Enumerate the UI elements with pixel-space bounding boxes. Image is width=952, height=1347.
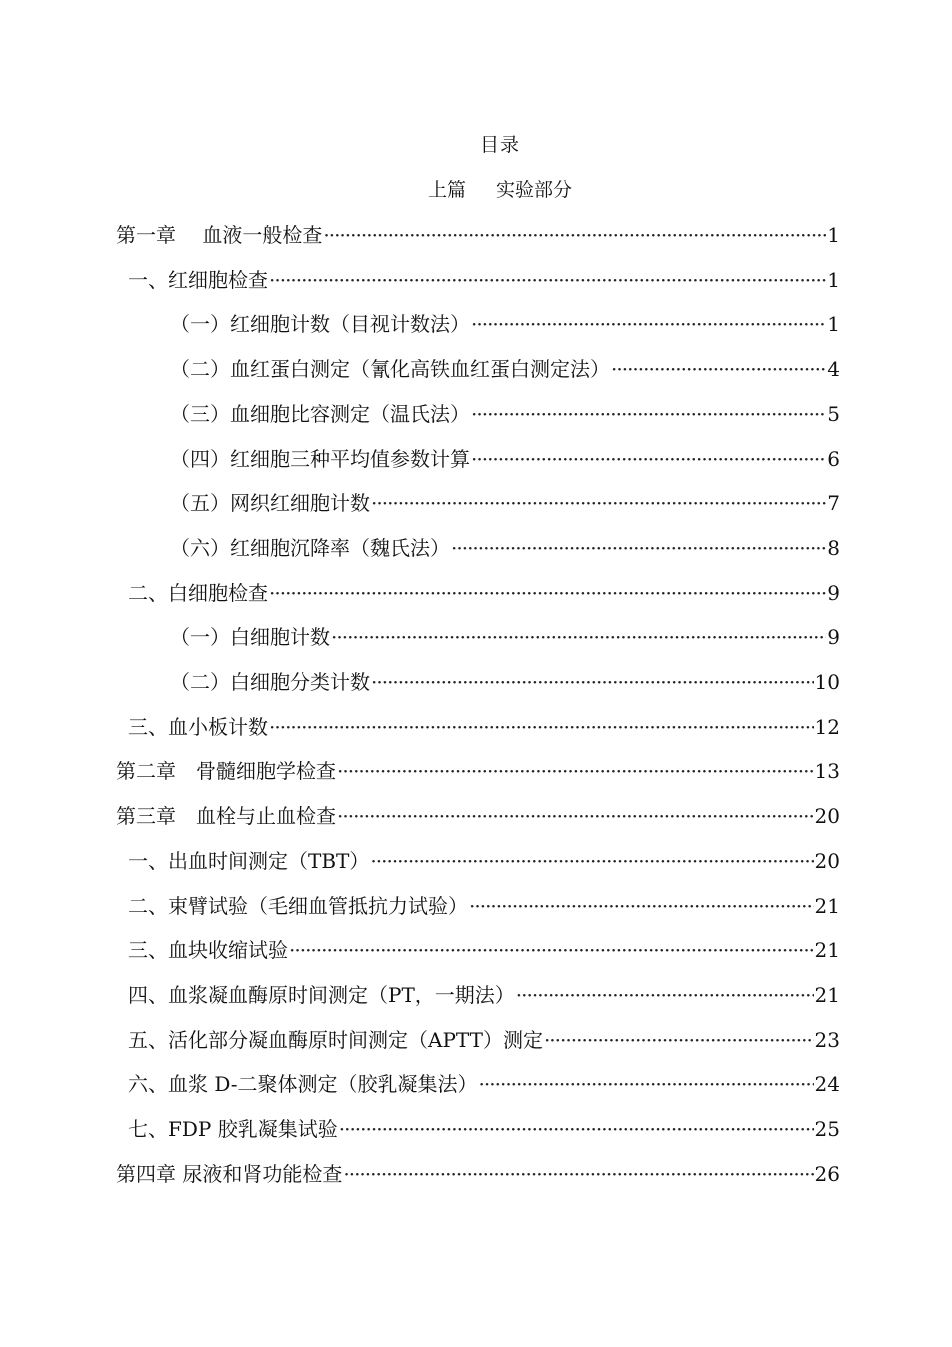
toc-entry-label: （一）红细胞计数（目视计数法） xyxy=(170,312,470,336)
toc-entry[interactable] xyxy=(128,1069,840,1099)
part-heading xyxy=(0,175,952,202)
toc-entry-page: 13 xyxy=(814,759,840,783)
toc-leader-dots xyxy=(544,1025,814,1055)
toc-entry-label: （二）血红蛋白测定（氰化高铁血红蛋白测定法） xyxy=(170,357,610,381)
toc-entry-page: 12 xyxy=(814,715,840,739)
toc-entry-label: 七、FDP 胶乳凝集试验 xyxy=(128,1117,338,1141)
toc-entry[interactable] xyxy=(128,712,840,742)
toc-leader-dots xyxy=(337,801,814,831)
toc-entry[interactable] xyxy=(170,444,840,474)
toc-entry-label: （四）红细胞三种平均值参数计算 xyxy=(170,447,470,471)
toc-entry-page: 6 xyxy=(827,447,840,471)
toc-entry[interactable] xyxy=(116,756,840,786)
toc-leader-dots xyxy=(469,891,814,921)
toc-leader-dots xyxy=(611,354,826,384)
toc-entry[interactable] xyxy=(128,980,840,1010)
toc-entry-label: 五、活化部分凝血酶原时间测定（APTT）测定 xyxy=(128,1028,543,1052)
toc-leader-dots xyxy=(269,578,826,608)
toc-entry-label: 第四章 尿液和肾功能检查 xyxy=(116,1162,343,1186)
toc-entry-page: 23 xyxy=(814,1028,840,1052)
toc-entry[interactable] xyxy=(170,488,840,518)
toc-entry-label: 第二章 骨髓细胞学检查 xyxy=(116,759,336,783)
toc-entry-page: 10 xyxy=(814,670,840,694)
part-label: 上篇 xyxy=(427,179,466,201)
toc-leader-dots xyxy=(371,488,826,518)
toc-entry-page: 1 xyxy=(827,223,840,247)
toc-entry[interactable] xyxy=(170,667,840,697)
toc-leader-dots xyxy=(323,220,826,250)
toc-leader-dots xyxy=(451,533,826,563)
toc-leader-dots xyxy=(471,444,826,474)
toc-entry-label: （六）红细胞沉降率（魏氏法） xyxy=(170,536,450,560)
toc-entry[interactable] xyxy=(170,309,840,339)
toc-leader-dots xyxy=(479,1069,814,1099)
toc-entry-label: 第一章 血液一般检查 xyxy=(116,223,323,247)
toc-leader-dots xyxy=(371,667,814,697)
toc-entry-label: 六、血浆 D-二聚体测定（胶乳凝集法） xyxy=(128,1072,478,1096)
toc-entry-page: 4 xyxy=(827,357,840,381)
toc-entry-page: 1 xyxy=(827,268,840,292)
toc-leader-dots xyxy=(269,265,826,295)
toc-leader-dots xyxy=(516,980,814,1010)
toc-entry-label: 二、束臂试验（毛细血管抵抗力试验） xyxy=(128,894,468,918)
toc-entry-page: 5 xyxy=(827,402,840,426)
toc-entry[interactable] xyxy=(170,533,840,563)
toc-entry[interactable] xyxy=(116,220,840,250)
toc-entry-label: （三）血细胞比容测定（温氏法） xyxy=(170,402,470,426)
toc-entry[interactable] xyxy=(128,891,840,921)
toc-entry-label: （五）网织红细胞计数 xyxy=(170,491,370,515)
toc-entry[interactable] xyxy=(128,578,840,608)
toc-leader-dots xyxy=(289,935,814,965)
toc-entry-page: 25 xyxy=(814,1117,840,1141)
toc-entry[interactable] xyxy=(170,622,840,652)
toc-entry-page: 21 xyxy=(814,983,840,1007)
toc-entry-page: 21 xyxy=(814,894,840,918)
toc-entry-page: 1 xyxy=(827,312,840,336)
toc-entry[interactable] xyxy=(116,1159,840,1189)
toc-leader-dots xyxy=(269,712,814,742)
toc-entry-label: 三、血块收缩试验 xyxy=(128,938,288,962)
toc-entry[interactable] xyxy=(128,1114,840,1144)
toc-leader-dots xyxy=(471,399,826,429)
toc-entry-label: 一、红细胞检查 xyxy=(128,268,268,292)
toc-entry-page: 7 xyxy=(827,491,840,515)
toc-entry[interactable] xyxy=(128,1025,840,1055)
toc-entry-page: 24 xyxy=(814,1072,840,1096)
toc-leader-dots xyxy=(343,1159,813,1189)
toc-entry-page: 9 xyxy=(827,625,840,649)
toc-entry[interactable] xyxy=(128,846,840,876)
toc-entry[interactable] xyxy=(128,935,840,965)
toc-entry-page: 26 xyxy=(814,1162,840,1186)
toc-leader-dots xyxy=(370,846,813,876)
toc-leader-dots xyxy=(471,309,826,339)
toc-entry-label: 一、出血时间测定（TBT） xyxy=(128,849,370,873)
toc-leader-dots xyxy=(337,756,814,786)
part-title: 实验部分 xyxy=(496,179,573,201)
toc-entry-page: 20 xyxy=(814,849,840,873)
toc-entry-label: （一）白细胞计数 xyxy=(170,625,330,649)
toc-entry[interactable] xyxy=(170,354,840,384)
toc-entry-page: 20 xyxy=(814,804,840,828)
toc-entry-page: 8 xyxy=(827,536,840,560)
toc-entry[interactable] xyxy=(170,399,840,429)
toc-leader-dots xyxy=(331,622,826,652)
toc-entry-label: （二）白细胞分类计数 xyxy=(170,670,370,694)
toc-entry-page: 21 xyxy=(814,938,840,962)
toc-entry-label: 四、血浆凝血酶原时间测定（PT，一期法） xyxy=(128,983,515,1007)
toc-entry-label: 三、血小板计数 xyxy=(128,715,268,739)
toc-entry[interactable] xyxy=(116,801,840,831)
toc-entry-page: 9 xyxy=(827,581,840,605)
toc-entry[interactable] xyxy=(128,265,840,295)
toc-entry-label: 二、白细胞检查 xyxy=(128,581,268,605)
toc-title: 目录 xyxy=(479,134,520,156)
toc-leader-dots xyxy=(339,1114,814,1144)
toc-entry-label: 第三章 血栓与止血检查 xyxy=(116,804,336,828)
